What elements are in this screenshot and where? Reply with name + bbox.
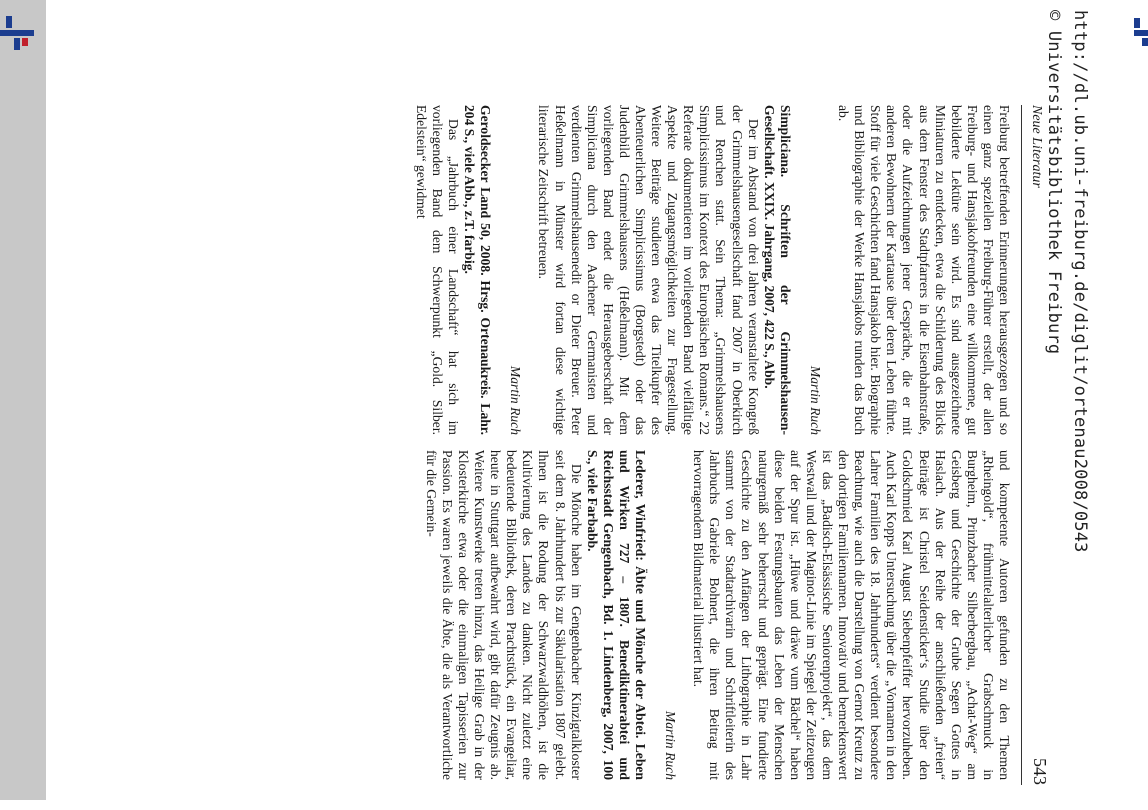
library-logo-fragment-icon (1134, 18, 1148, 46)
viewer-sidebar (0, 0, 46, 800)
source-url[interactable]: http://dl.ub.uni-freiburg.de/diglit/ortenau2008/0543 (1070, 10, 1090, 553)
review-paragraph: Das „Jahrbuch einer Landschaft“ hat sich im vorliegenden Band dem Schwerpunkt „Gold. Silber. Edelstein“ gewidmet (413, 105, 462, 435)
review-paragraph: Der im Abstand von drei Jahren veranstaltete Kongreß der Grimmelshausengesellschaft fand 2007 in Oberkirch und Renchen statt. Sein Thema: „Grimmelshausens Simplicissimus im Kontext des Europäischen Romans.“ 22 Referate dokumentieren im vorliegenden Band vielfältige Aspekte und Zugangsmöglichkeiten zur Fragestellung. Weitere Beiträge studieren etwa das Titelkupfer des Abenteuerlichen Simplicissimus (Borgstedt) oder das Judenbild Grimmelshausens (Heßelmann). Mit dem vorliegenden Band endet die Herausgeberschaft der Simpliciana durch den Aachener Germanisten und verdienten Grimmelshausenedit or Dieter Breuer. Peter Heßelmann in Münster wird fortan diese wichtige literarische Zeitschrift betreuen. (536, 105, 761, 435)
review-book-title: Simpliciana. Schriften der Grimmelshausen-Gesellschaft. XXIX. Jahrgang, 2007, 422 S., Abb. (761, 105, 793, 435)
running-head (1021, 105, 1050, 785)
reviewer-signature: Martin Ruch (508, 365, 524, 435)
text-column-right (423, 450, 1012, 780)
review-book-title: Geroldsecker Land 50, 2008. Hrsg. Ortenaukreis. Lahr. 204 S., viele Abb., z.T. farbig. (462, 105, 494, 435)
review-paragraph: Freiburg betreffenden Erinnerungen herausgezogen und so einen ganz speziellen Freiburg-Führer erstellt, der allen Freiburg- und Hansjakobfreunden eine willkommene, gut bebilderte Lektüre sein wird. Es sind ausgezeichnete Miniaturen zu entdecken, etwa die Schilderung des Blicks aus dem Fenster des Stadtpfarrers in die Eisenbahnstraße, oder die Aufzeichnungen jener Gespräche, die er mit anderen Bewohnern der Kartause über deren Leben führte. Stoff für viele Geschichten fand Hansjakob hier. Biographie und Bibliographie der Werke Hansjakobs runden das Buch ab. (836, 105, 1012, 435)
library-logo-icon (0, 16, 34, 50)
page-number: 543 (1030, 758, 1050, 785)
review-paragraph: Die Mönche haben im Gengenbacher Kinzigtalkloster seit dem 8. Jahrhundert bis zur Säkularisation 1807 gelebt. Ihnen ist die Rodung der Schwarzwaldhöhen, ist die Kultivierung des Landes zu danken. Nicht zuletzt eine bedeutende Bibliothek, deren Prachtstück, ein Evangeliar, heute in Stuttgart aufbewahrt wird, gibt dafür Zeugnis ab. Weitere Kunstwerke treten hinzu, das Heilige Grab in der Klosterkirche etwa oder die einmaligen Tapisserien zur Passion. Es waren jeweils die Äbte, die als Verantwortliche für die Gemein- (423, 450, 584, 780)
reviewer-signature: Martin Ruch (807, 365, 823, 435)
text-column-left (413, 105, 1012, 435)
copyright-line: © Universitätsbibliothek Freiburg (1044, 10, 1064, 355)
reviewer-signature: Martin Ruch (663, 710, 679, 780)
review-book-title: Lederer, Winfried: Äbte und Mönche der Abtei. Leben und Wirken 727 – 1807. Benediktinerabtei und Reichsstadt Gengenbach, Bd. 1. Lindenberg, 2007, 100 S., viele Farbabb. (584, 450, 649, 780)
document-page (62, 0, 1062, 800)
section-title: Neue Literatur (1029, 105, 1044, 188)
review-paragraph: und kompetente Autoren gefunden zu den Themen „Rheingold“, frühmittelalterlicher Grabschmuck in Burgheim, Prinzbacher Silberbergbau, „Achat-Weg“ am Geisberg und Geschichte der Grube Segen Gottes in Haslach. Aus der Reihe der anschließenden „freien“ Beiträge ist Christel Seidensticker‘s Studie über den Goldschmied Karl August Siebenpfeiffer hervorzuheben. Auch Karl Kopps Untersuchung über die „Vornamen in den Lahrer Familien des 18. Jahrhunderts“ verdient besondere Beachtung, wie auch die Darstellung von Gernot Kreutz zu den dortigen Familiennamen. Innovativ und bemerkenswert ist das „Badisch-Elsässische Seniorenprojekt“, das dem Westwall und der Maginot-Linie im Spiegel der Zeitzeugen auf der Spur ist. „Hüwe und dräwe vum Bächel“ haben diese beiden Festungsbauten das Leben der Menschen naturgemäß sehr beherrscht und geprägt. Eine fundierte Geschichte zu den Anfängen der Lithographie in Lahr stammt von der Stadtarchivarin und Schriftleiterin des Jahrbuchs Gabriele Bohnert, die ihren Beitrag mit hervorragendem Bildmaterial illustriert hat. (691, 450, 1012, 780)
